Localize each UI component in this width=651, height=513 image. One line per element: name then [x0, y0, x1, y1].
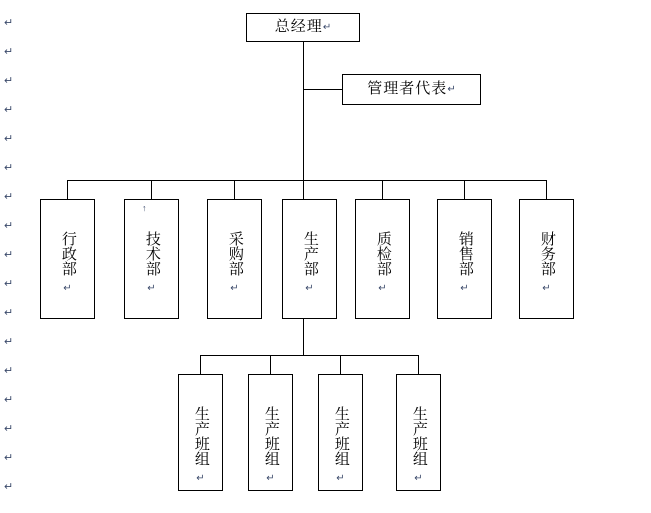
node-production-team-1-mark: ↵ [196, 472, 205, 484]
node-general-manager-mark: ↵ [322, 22, 332, 33]
connector-drop-team-4 [418, 355, 419, 374]
connector-drop-team-2 [270, 355, 271, 374]
paragraph-mark-7: ↵ [4, 191, 14, 203]
node-general-manager-label: 总经理 [274, 19, 323, 36]
paragraph-mark-13: ↵ [4, 365, 14, 377]
node-production-team-2-label [262, 389, 279, 501]
connector-drop-administration [67, 180, 68, 199]
node-production-team-4-mark: ↵ [414, 472, 423, 484]
paragraph-marks [4, 0, 22, 513]
connector-gm-to-management-rep [303, 89, 342, 90]
node-management-representative-mark: ↵ [447, 84, 456, 95]
connector-drop-purchasing [234, 180, 235, 199]
node-production-team-1[interactable] [178, 374, 223, 491]
node-department-administration-mark: ↵ [63, 282, 72, 294]
node-department-purchasing-label [226, 214, 243, 311]
paragraph-mark-1: ↵ [4, 17, 14, 29]
node-department-quality-inspection-text: 质检部 [374, 230, 391, 276]
node-production-team-1-text: 生产班组 [192, 405, 209, 466]
node-production-team-3-mark: ↵ [336, 472, 345, 484]
paragraph-mark-14: ↵ [4, 394, 14, 406]
paragraph-mark-4: ↵ [4, 104, 14, 116]
node-department-technology-mark: ↵ [147, 282, 156, 294]
node-department-finance-label [538, 214, 555, 311]
node-department-quality-inspection-label [374, 214, 391, 311]
node-general-manager[interactable] [246, 13, 360, 42]
connector-department-bus [67, 180, 547, 181]
node-management-representative-label: 管理者代表 [367, 81, 448, 98]
node-department-purchasing-mark: ↵ [230, 282, 239, 294]
node-production-team-3[interactable] [318, 374, 363, 491]
node-department-administration[interactable] [40, 199, 95, 319]
arrow-up-icon: ↑ [142, 203, 147, 213]
connector-drop-quality [382, 180, 383, 199]
node-department-sales-text: 销售部 [456, 230, 473, 276]
node-department-quality-inspection-mark: ↵ [378, 282, 387, 294]
connector-drop-technology [151, 180, 152, 199]
paragraph-mark-5: ↵ [4, 133, 14, 145]
node-production-team-3-text: 生产班组 [332, 405, 349, 466]
connector-production-down [303, 319, 304, 355]
node-department-production[interactable] [282, 199, 337, 319]
node-production-team-4-label [410, 389, 427, 501]
node-production-team-2[interactable] [248, 374, 293, 491]
node-management-representative[interactable] [342, 74, 481, 105]
node-department-technology-text: 技术部 [143, 230, 160, 276]
paragraph-mark-3: ↵ [4, 75, 14, 87]
node-department-quality-inspection[interactable] [355, 199, 410, 319]
node-department-sales-label [456, 214, 473, 311]
paragraph-mark-8: ↵ [4, 220, 14, 232]
paragraph-mark-10: ↵ [4, 278, 14, 290]
node-department-administration-text: 行政部 [59, 230, 76, 276]
node-production-team-2-text: 生产班组 [262, 405, 279, 466]
paragraph-mark-9: ↵ [4, 249, 14, 261]
node-production-team-4-text: 生产班组 [410, 405, 427, 466]
connector-drop-sales [464, 180, 465, 199]
node-department-finance-text: 财务部 [538, 230, 555, 276]
node-production-team-4[interactable] [396, 374, 441, 491]
node-department-purchasing[interactable] [207, 199, 262, 319]
paragraph-mark-2: ↵ [4, 46, 14, 58]
paragraph-mark-15: ↵ [4, 423, 14, 435]
node-department-finance[interactable] [519, 199, 574, 319]
paragraph-mark-16: ↵ [4, 452, 14, 464]
connector-drop-team-3 [340, 355, 341, 374]
node-department-production-label [301, 214, 318, 311]
node-production-team-3-label [332, 389, 349, 501]
node-production-team-2-mark: ↵ [266, 472, 275, 484]
node-department-production-mark: ↵ [305, 282, 314, 294]
connector-gm-vertical [303, 42, 304, 180]
connector-drop-production [303, 180, 304, 199]
node-department-sales-mark: ↵ [460, 282, 469, 294]
connector-drop-finance [546, 180, 547, 199]
node-department-technology-label [143, 214, 160, 311]
node-department-technology[interactable] [124, 199, 179, 319]
paragraph-mark-12: ↵ [4, 336, 14, 348]
paragraph-mark-6: ↵ [4, 162, 14, 174]
node-department-purchasing-text: 采购部 [226, 230, 243, 276]
connector-drop-team-1 [200, 355, 201, 374]
node-production-team-1-label [192, 389, 209, 501]
node-department-administration-label [59, 214, 76, 311]
paragraph-mark-17: ↵ [4, 481, 14, 493]
node-department-finance-mark: ↵ [542, 282, 551, 294]
node-department-production-text: 生产部 [301, 230, 318, 276]
connector-team-bus [200, 355, 419, 356]
paragraph-mark-11: ↵ [4, 307, 14, 319]
node-department-sales[interactable] [437, 199, 492, 319]
